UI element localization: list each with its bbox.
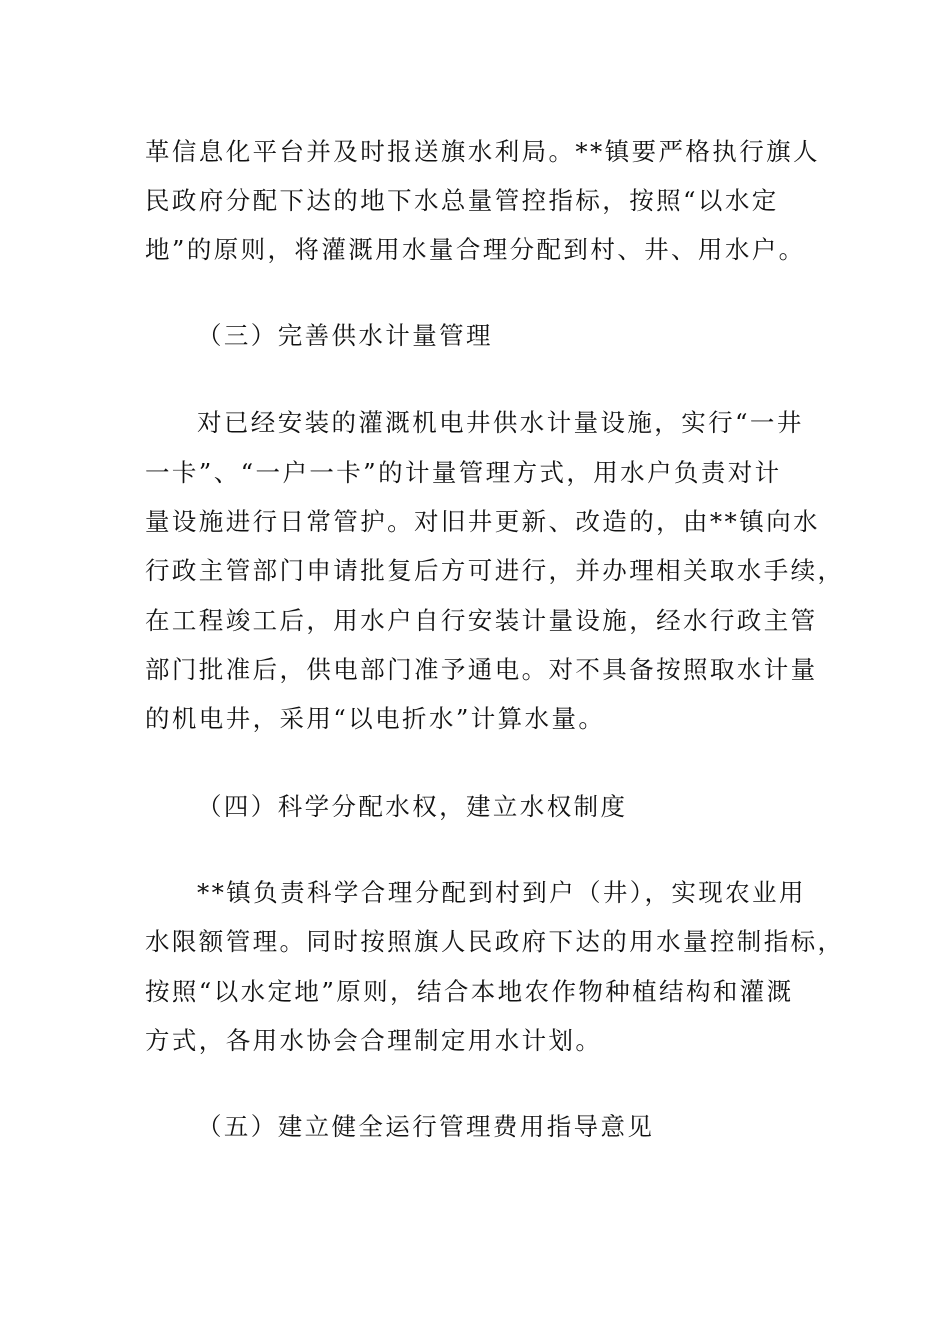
para-3-line-4: 方式，各用水协会合理制定用水计划。 xyxy=(145,1026,603,1055)
para-2-line-1: 对已经安装的灌溉机电井供水计量设施，实行“一井 xyxy=(197,408,804,437)
para-2-line-3: 量设施进行日常管护。对旧井更新、改造的，由**镇向水 xyxy=(145,507,820,536)
para-2-line-2: 一卡”、“一户一卡”的计量管理方式，用水户负责对计 xyxy=(145,458,782,487)
para-3-line-2: 水限额管理。同时按照旗人民政府下达的用水量控制指标， xyxy=(145,927,845,956)
para-2-line-5: 在工程竣工后，用水户自行安装计量设施，经水行政主管 xyxy=(145,606,818,635)
para-1-line-2: 民政府分配下达的地下水总量管控指标，按照“以水定 xyxy=(145,186,779,215)
section-heading-5: （五）建立健全运行管理费用指导意见 xyxy=(197,1112,655,1141)
para-1-line-3: 地”的原则，将灌溉用水量合理分配到村、井、用水户。 xyxy=(145,235,806,264)
para-2-line-6: 部门批准后，供电部门准予通电。对不具备按照取水计量 xyxy=(145,655,818,684)
para-3-line-1: **镇负责科学合理分配到村到户（井），实现农业用 xyxy=(197,878,806,907)
section-heading-3: （三）完善供水计量管理 xyxy=(197,321,493,350)
section-heading-4: （四）科学分配水权，建立水权制度 xyxy=(197,792,628,821)
para-3-line-3: 按照“以水定地”原则，结合本地农作物种植结构和灌溉 xyxy=(145,977,794,1006)
para-2-line-7: 的机电井，采用“以电折水”计算水量。 xyxy=(145,704,606,733)
para-1-line-1: 革信息化平台并及时报送旗水利局。**镇要严格执行旗人 xyxy=(145,137,820,166)
para-2-line-4: 行政主管部门申请批复后方可进行，并办理相关取水手续， xyxy=(145,556,845,585)
